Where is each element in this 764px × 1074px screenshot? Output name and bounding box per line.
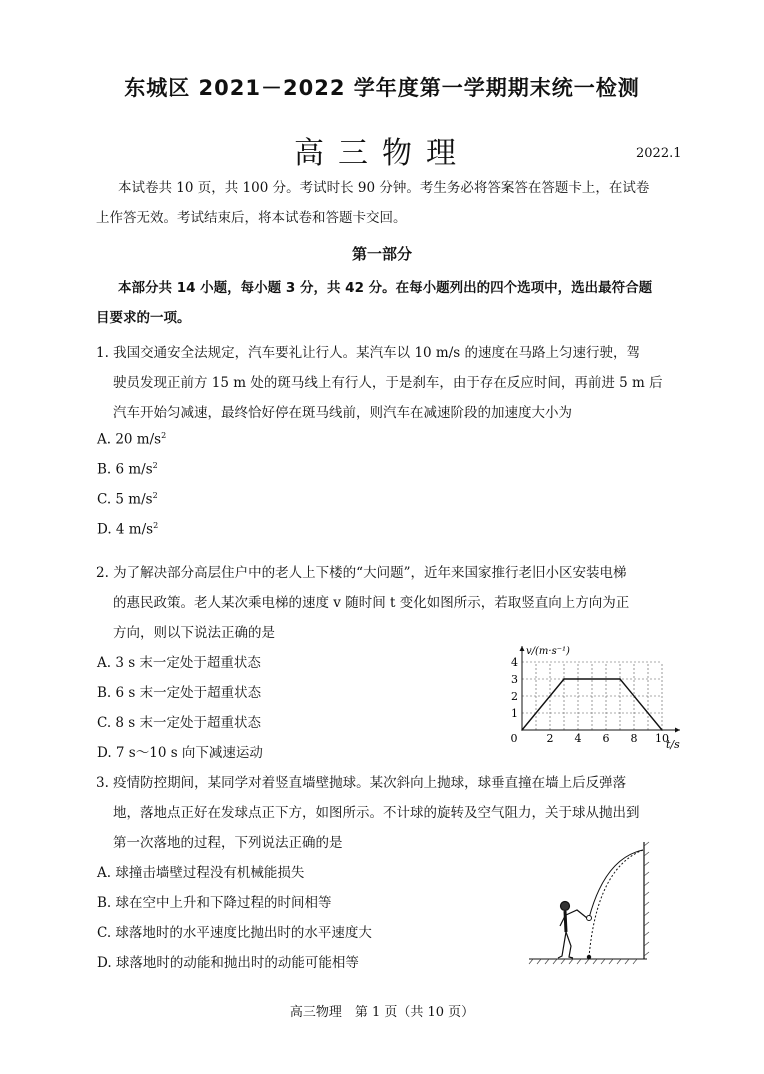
- chart-axes: [511, 646, 681, 745]
- velocity-point: [563, 678, 565, 680]
- q1-option-b: B. 6 $m/s^2$: [97, 461, 158, 478]
- q1-line-2: 驶员发现正前方 15 m 处的斑马线上有行人，于是刹车，由于存在反应时间，再前进 5 m 后: [113, 375, 663, 391]
- ball-wall-figure: [525, 838, 660, 968]
- q3-line-3: 第一次落地的过程，下列说法正确的是: [113, 835, 343, 851]
- exam-date: 2022.1: [636, 146, 682, 161]
- part-desc-1: 本部分共 14 小题，每小题 3 分，共 42 分。在每小题列出的四个选项中，选出最符合题: [118, 280, 653, 296]
- q1-option-a: A. 20 $m/s^2$: [97, 431, 167, 448]
- velocity-point: [661, 729, 663, 731]
- y-axis-arrow: [520, 646, 525, 651]
- x-axis-arrow: [675, 728, 680, 733]
- throw-trajectory: [589, 850, 643, 918]
- x-tick-label: 8: [630, 732, 638, 745]
- student-figure: [558, 902, 587, 959]
- q2-line-2: 的惠民政策。老人某次乘电梯的速度 v 随时间 t 变化如图所示，若取竖直向上方向为正: [113, 595, 630, 611]
- q1-line-3: 汽车开始匀减速，最终恰好停在斑马线前，则汽车在减速阶段的加速度大小为: [113, 405, 572, 421]
- q3-option-b: B. 球在空中上升和下降过程的时间相等: [97, 895, 332, 911]
- q2-line-3: 方向，则以下说法正确的是: [113, 625, 275, 641]
- q3-option-c: C. 球落地时的水平速度比抛出时的水平速度大: [97, 925, 372, 941]
- q3-line-1: 3. 疫情防控期间，某同学对着竖直墙壁抛球。某次斜向上抛球，球垂直撞在墙上后反弹落: [96, 775, 627, 791]
- chart-grid: [522, 662, 662, 730]
- q2-option-a: A. 3 s 末一定处于超重状态: [97, 655, 261, 671]
- subject-title: 高三物理: [294, 136, 470, 171]
- exam-title: 东城区 2021－2022 学年度第一学期期末统一检测: [124, 76, 640, 100]
- y-tick-label: 2: [511, 690, 518, 703]
- chart-y-label: v/(m·s⁻¹): [526, 646, 570, 657]
- ground-hatch: [529, 959, 637, 964]
- intro-line-2: 上作答无效。考试结束后，将本试卷和答题卡交回。: [96, 210, 407, 226]
- part-title: 第一部分: [351, 245, 412, 263]
- x-tick-label: 4: [574, 732, 582, 745]
- q2-line-1: 2. 为了解决部分高层住户中的老人上下楼的“大问题”，近年来国家推行老旧小区安装电梯: [96, 565, 627, 581]
- landing-point: [587, 955, 591, 959]
- x-tick-label: 2: [546, 732, 554, 745]
- rebound-trajectory: [589, 850, 643, 957]
- q1-line-1: 1. 我国交通安全法规定，汽车要礼让行人。某汽车以 10 m/s 的速度在马路上匀速行驶，驾: [96, 345, 641, 361]
- velocity-time-chart: [500, 640, 690, 755]
- q2-option-c: C. 8 s 末一定处于超重状态: [97, 715, 262, 731]
- q3-option-d: D. 球落地时的动能和抛出时的动能可能相等: [97, 955, 359, 971]
- q3-line-2: 地，落地点正好在发球点正下方，如图所示。不计球的旋转及空气阻力，关于球从抛出到: [113, 805, 640, 821]
- intro-line-1: 本试卷共 10 页，共 100 分。考试时长 90 分钟。考生务必将答案答在答题卡上，在试卷: [118, 180, 650, 196]
- q2-option-b: B. 6 s 末一定处于超重状态: [97, 685, 262, 701]
- q1-option-d: D. 4 $m/s^2$: [97, 521, 159, 538]
- x-tick-label: 6: [602, 732, 610, 745]
- page-footer: 高三物理 第 1 页（共 10 页）: [289, 1005, 475, 1020]
- q3-option-a: A. 球撞击墙壁过程没有机械能损失: [97, 865, 305, 881]
- q2-option-d: D. 7 s～10 s 向下减速运动: [97, 745, 263, 761]
- y-tick-label: 1: [511, 707, 518, 720]
- x-tick-label: 0: [510, 732, 518, 745]
- x-tick-label: 10: [655, 732, 669, 745]
- wall-hatch: [644, 842, 649, 956]
- ball: [587, 916, 592, 921]
- part-desc-2: 目要求的一项。: [96, 310, 191, 326]
- velocity-point: [619, 678, 621, 680]
- velocity-point: [577, 678, 579, 680]
- y-tick-label: 3: [511, 673, 518, 686]
- q1-option-c: C. 5 $m/s^2$: [97, 491, 158, 508]
- y-tick-label: 4: [511, 656, 518, 669]
- chart-x-label: t/s: [666, 738, 680, 751]
- velocity-point: [521, 729, 523, 731]
